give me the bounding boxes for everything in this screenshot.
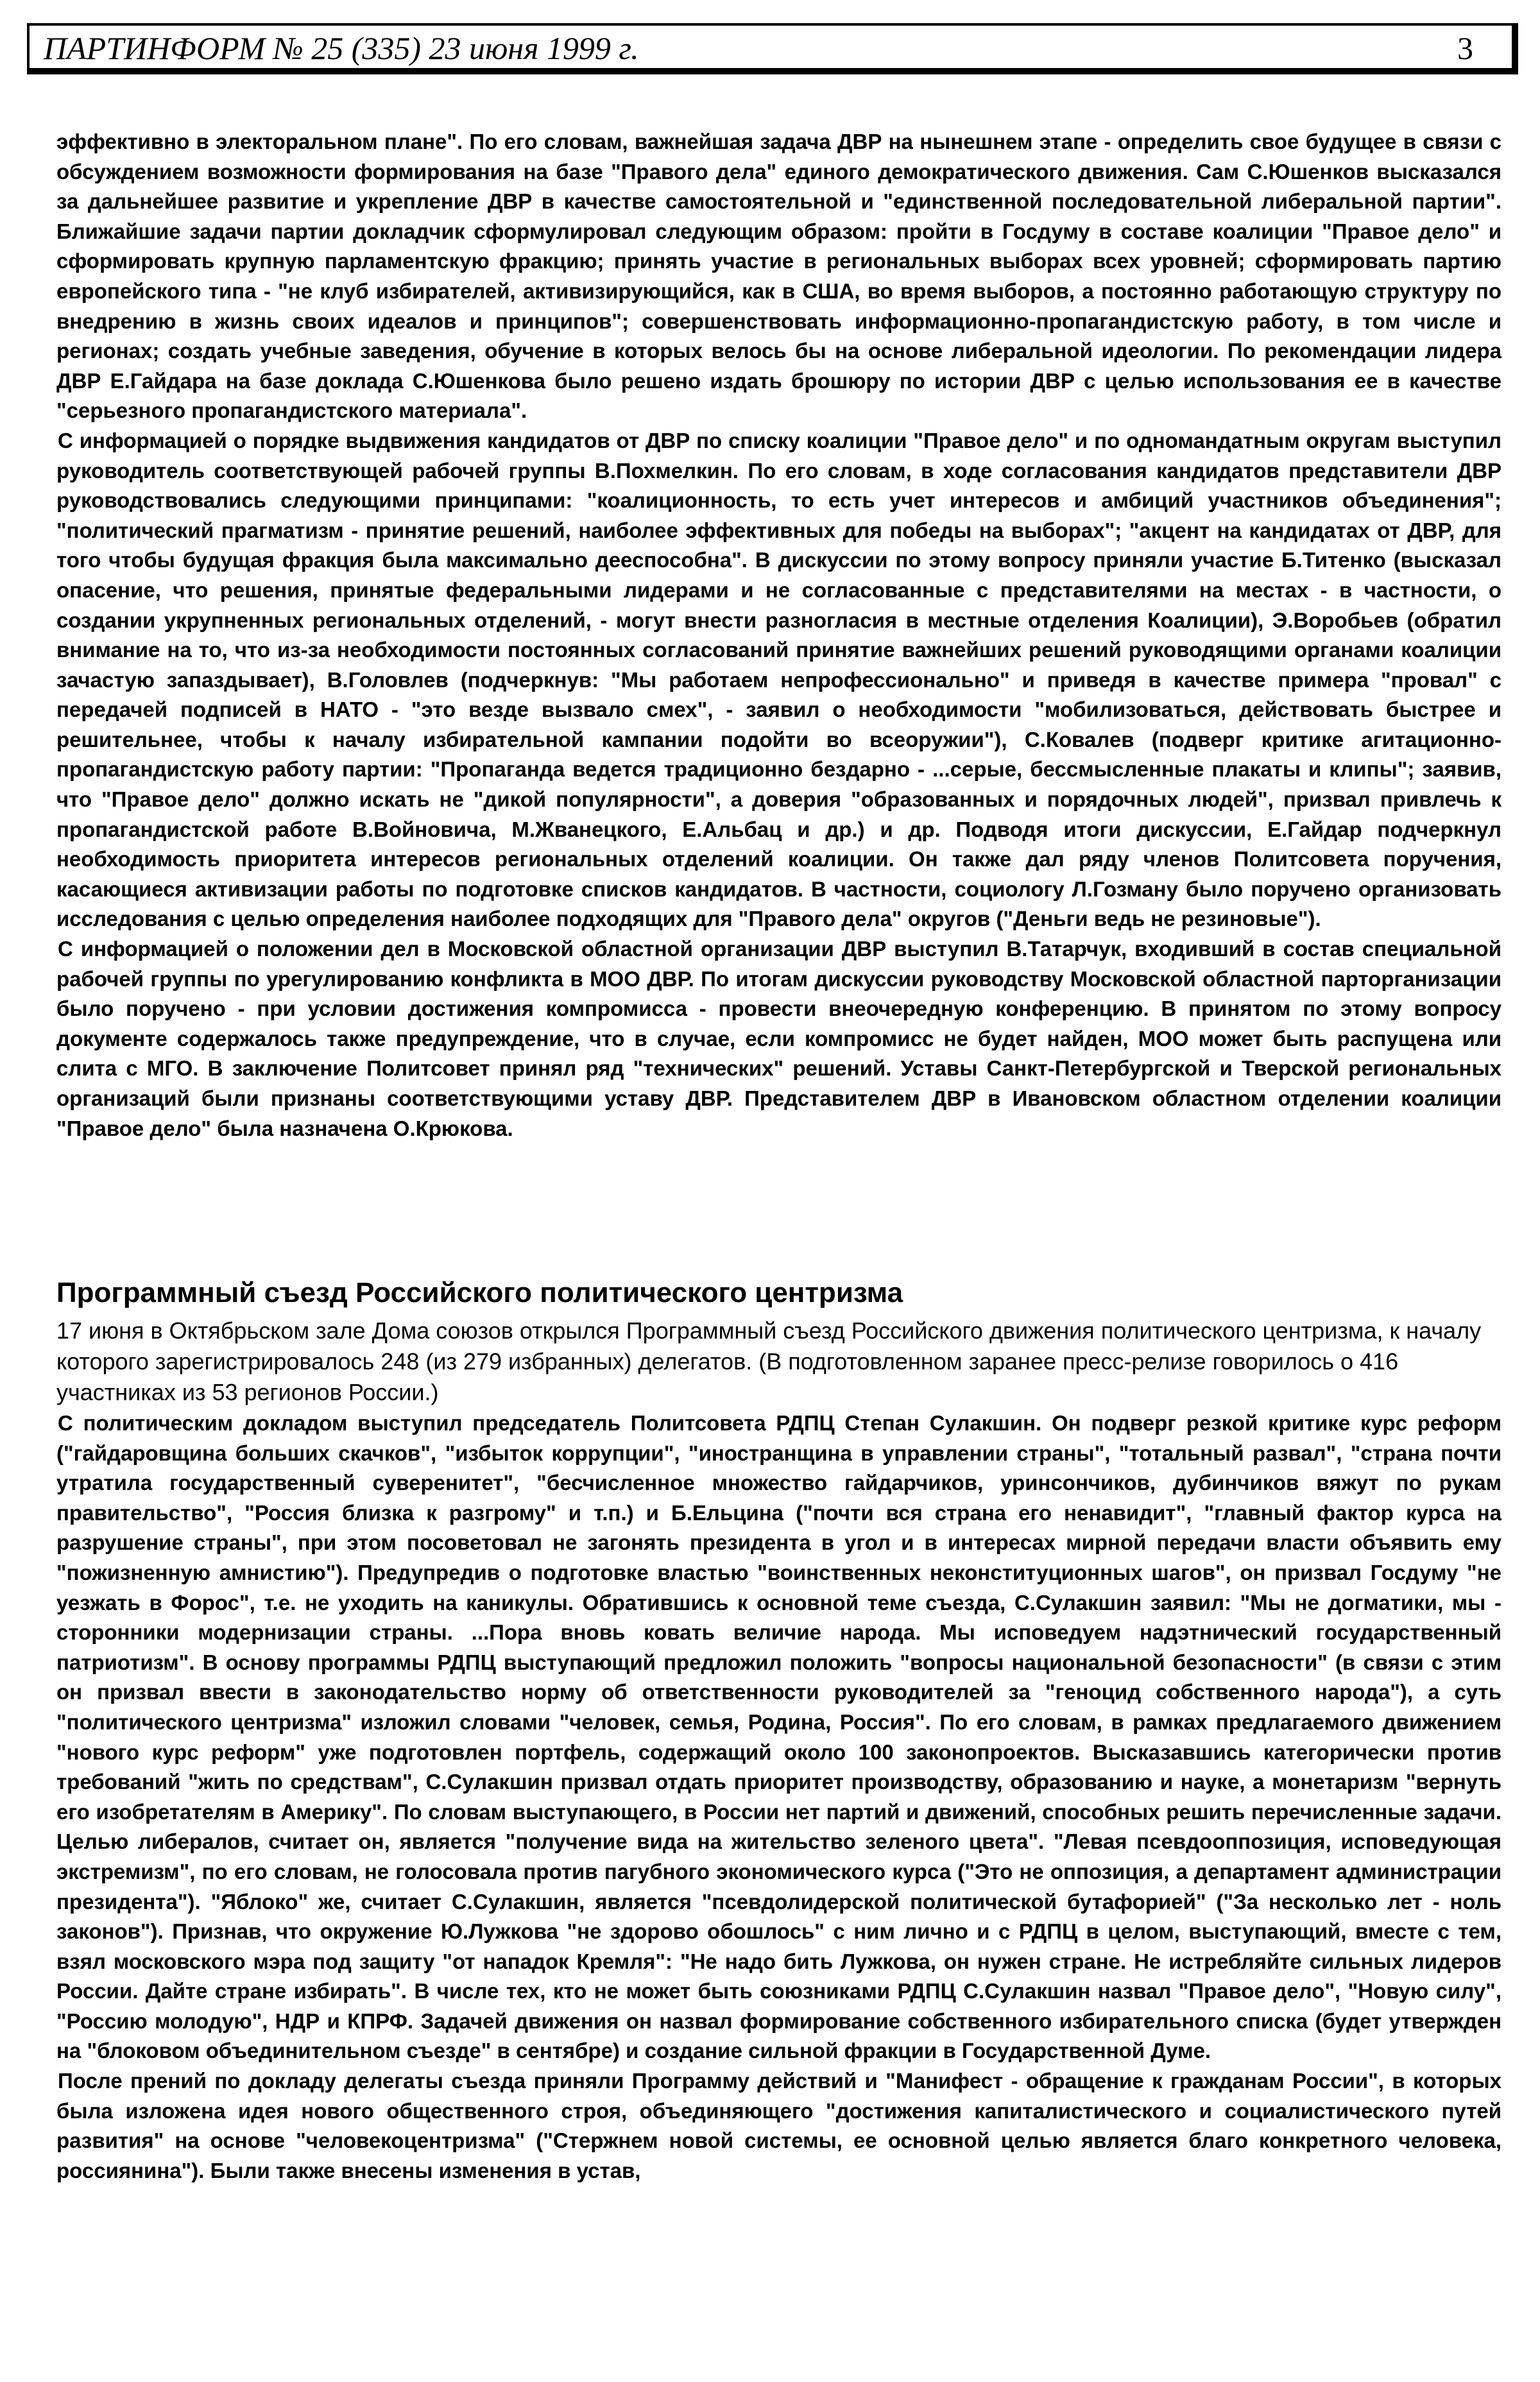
article-lead: 17 июня в Октябрьском зале Дома союзов открылся Программный съезд Российского движения политического центризма, к началу которого зарегистрировалось 248 (из 279 избранных) делегатов. (В подготовленном заранее пресс-релизе говорилось о 416 участниках из 53 регионов России.) (56, 1317, 1482, 1405)
paragraph: После прений по докладу делегаты съезда приняли Программу действий и "Манифест - обращение к гражданам России", в которых была изложена идея нового общественного строя, объединяющего "достижения капиталистического и социалистического путей развития" на основе "человекоцентризма" ("Стержнем новой системы, ее основной целью является благо конкретного человека, россиянина"). Были также внесены изменения в устав, (56, 2069, 1502, 2182)
article-continuation (56, 127, 1502, 1144)
article-body (56, 1409, 1502, 2186)
paragraph: эффективно в электоральном плане". По его словам, важнейшая задача ДВР на нынешнем этапе - определить свое будущее в связи с обсуждением возможности формирования на базе "Правого дела" единого демократического движения. Сам С.Юшенков высказался за дальнейшее развитие и укрепление ДВР в качестве самостоятельной и "единственной последовательной либеральной партии". Ближайшие задачи партии докладчик сформулировал следующим образом: пройти в Госдуму в составе коалиции "Правое дело" и сформировать крупную парламентскую фракцию; принять участие в региональных выборах всех уровней; сформировать партию европейского типа - "не клуб избирателей, активизирующийся, как в США, во время выборов, а постоянно работающую структуру по внедрению в жизнь своих идеалов и принципов"; совершенствовать информационно-пропагандистскую работу, в том числе и регионах; создать учебные заведения, обучение в которых велось бы на основе либеральной идеологии. По рекомендации лидера ДВР Е.Гайдара на базе доклада С.Юшенкова было решено издать брошюру по истории ДВР с целью использования ее в качестве "серьезного пропагандистского материала". (56, 130, 1502, 423)
paragraph: С информацией о положении дел в Московской областной организации ДВР выступил В.Татарчук, входивший в состав специальной рабочей группы по урегулированию конфликта в МОО ДВР. По итогам дискуссии руководству Московской областной парторганизации было поручено - при условии достижения компромисса - провести внеочередную конференцию. В принятом по этому вопросу документе содержалось также предупреждение, что в случае, если компромисс не будет найден, МОО может быть распущена или слита с МГО. В заключение Политсовет принял ряд "технических" решений. Уставы Санкт-Петербургской и Тверской региональных организаций были признаны соответствующими уставу ДВР. Представителем ДВР в Ивановском областном отделении коалиции "Правое дело" была назначена О.Крюкова. (56, 937, 1502, 1140)
publication-title: ПАРТИНФОРМ № 25 (335) 23 июня 1999 г. (44, 30, 639, 66)
paragraph: С информацией о порядке выдвижения кандидатов от ДВР по списку коалиции "Правое дело" и по одномандатным округам выступил руководитель соответствующей рабочей группы В.Похмелкин. По его словам, в ходе согласования кандидатов представители ДВР руководствовались следующими принципами: "коалиционность, то есть учет интересов и амбиций участников объединения"; "политический прагматизм - принятие решений, наиболее эффективных для победы на выборах"; "акцент на кандидатах от ДВР, для того чтобы будущая фракция была максимально дееспособна". В дискуссии по этому вопросу приняли участие Б.Титенко (высказал опасение, что решения, принятые федеральными лидерами и не согласованные с представителями на местах - в частности, о создании укрупненных региональных отделений, - могут внести разногласия в местные отделения Коалиции), Э.Воробьев (обратил внимание на то, что из-за необходимости постоянных согласований принятие важнейших решений руководящими органами коалиции зачастую запаздывает), В.Головлев (подчеркнув: "Мы работаем непрофессионально" и приведя в качестве примера "провал" с передачей подписей в НАТО - "это везде вызвало смех", - заявил о необходимости "мобилизоваться, действовать быстрее и решительнее, чтобы к началу избирательной кампании подойти во всеоружии"), С.Ковалев (подверг критике агитационно-пропагандистскую работу партии: "Пропаганда ведется традиционно бездарно - ...серые, бессмысленные плакаты и клипы"; заявив, что "Правое дело" должно искать не "дикой популярности", а доверия "образованных и порядочных людей", призвал привлечь к пропагандистской работе В.Войновича, М.Жванецкого, Е.Альбац и др.) и др. Подводя итоги дискуссии, Е.Гайдар подчеркнул необходимость приоритета интересов региональных отделений коалиции. Он также дал ряду членов Политсовета поручения, касающиеся активизации работы по подготовке списков кандидатов. В частности, социологу Л.Гозману было поручено организовать исследования с целью определения наиболее подходящих для "Правого дела" округов ("Деньги ведь не резиновые"). (56, 428, 1502, 931)
paragraph: С политическим докладом выступил председатель Политсовета РДПЦ Степан Сулакшин. Он подверг резкой критике курс реформ ("гайдаровщина больших скачков", "избыток коррупции", "иностранщина в управлении страны", "тотальный развал", "страна почти утратила государственный суверенитет", "бесчисленное множество гайдарчиков, уринсончиков, дубинчиков вяжут по рукам правительство", "Россия близка к разгрому" и т.п.) и Б.Ельцина ("почти вся страна его ненавидит", "главный фактор курса на разрушение страны", при этом посоветовал не загонять президента в угол и в интересах мирной передачи власти объявить ему "пожизненную амнистию"). Предупредив о подготовке властью "воинственных неконституционных шагов", он призвал Госдуму "не уезжать в Форос", т.е. не уходить на каникулы. Обратившись к основной теме съезда, С.Сулакшин заявил: "Мы не догматики, мы - сторонники модернизации страны. ...Пора вновь ковать величие народа. Мы исповедуем надэтнический государственный патриотизм". В основу программы РДПЦ выступающий предложил положить "вопросы национальной безопасности" (в связи с этим он призвал ввести в законодательство норму об ответственности руководителей за "геноцид собственного народа"), а суть "политического центризма" изложил словами "человек, семья, Родина, Россия". По его словам, в рамках предлагаемого движением "нового курс реформ" уже подготовлен портфель, содержащий около 100 законопроектов. Высказавшись категорически против требований "жить по средствам", С.Сулакшин призвал отдать приоритет производству, образованию и науке, а монетаризм "вернуть его изобретателям в Америку". По словам выступающего, в России нет партий и движений, способных решить перечисленные задачи. Целью либералов, считает он, является "получение вида на жительство зеленого цвета". "Левая псевдооппозиция, исповедующая экстремизм", по его словам, не голосовала против пагубного экономического курса ("Это не оппозиция, а департамент администрации президента"). "Яблоко" же, считает С.Сулакшин, является "псевдолидерской политической бутафорией" ("За несколько лет - ноль законов"). Признав, что окружение Ю.Лужкова "не здорово обошлось" с ним лично и с РДПЦ в целом, выступающий, вместе с тем, взял московского мэра под защиту "от нападок Кремля": "Не надо бить Лужкова, он нужен стране. Не истребляйте сильных лидеров России. Дайте стране избирать". В числе тех, кто не может быть союзниками РДПЦ С.Сулакшин назвал "Правое дело", "Новую силу", "Россию молодую", НДР и КПРФ. Задачей движения он назвал формирование собственного избирательного списка (будет утвержден на "блоковом объединительном съезде" в сентябре) и создание сильной фракции в Государственной Думе. (56, 1411, 1502, 2063)
page-number: 3 (1457, 30, 1473, 66)
article-heading: Программный съезд Российского политического центризма (56, 1277, 903, 1308)
page-header (27, 23, 1518, 74)
